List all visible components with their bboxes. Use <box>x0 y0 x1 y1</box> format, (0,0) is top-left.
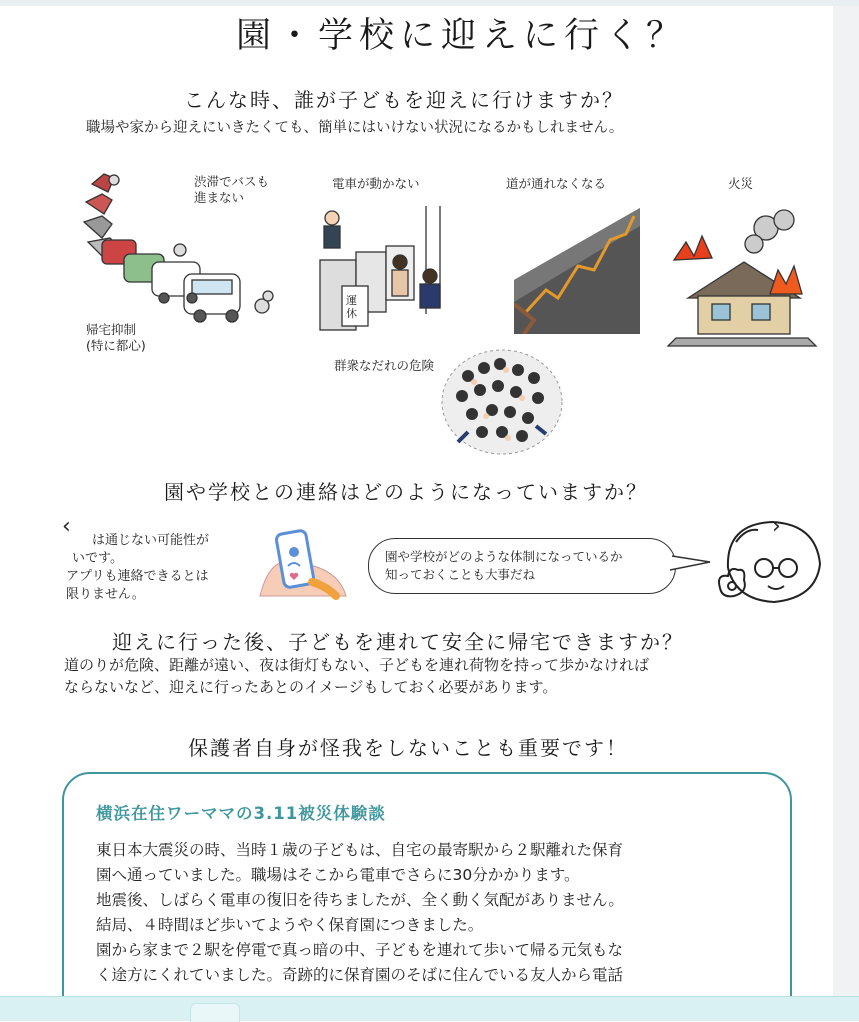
traffic-caption: 渋滞でバスも 進まない <box>194 174 270 205</box>
document-page <box>6 6 832 996</box>
contact-left-text: は通じない可能性が いです。 アプリも連絡できるとは 限りません。 <box>66 533 210 602</box>
scrollbar-track[interactable] <box>833 6 859 996</box>
story-title: 横浜在住ワーママの3.11被災体験談 <box>96 804 386 823</box>
cracked-road-illustration <box>514 208 640 334</box>
train-gate-illustration <box>312 202 464 340</box>
fire-caption: 火災 <box>728 176 754 191</box>
page-title: 園・学校に迎えに行く？ <box>236 16 688 56</box>
section4-heading: 保護者自身が怪我をしないことも重要です！ <box>188 732 628 761</box>
phone-in-hands-illustration <box>254 526 350 602</box>
train-caption: 電車が動かない <box>332 176 420 191</box>
house-fire-illustration <box>666 208 818 348</box>
speech-bubble: 園や学校がどのような体制になっているか 知っておくことも大事だね <box>368 538 676 594</box>
advisor-character-illustration <box>712 514 828 614</box>
carousel-prev-button[interactable]: ‹ <box>62 514 71 539</box>
speech-bubble-tail <box>666 552 714 576</box>
section2-heading: 園や学校との連絡はどのようになっていますか？ <box>164 476 648 505</box>
section3-paragraph: 道のりが危険、距離が遠い、夜は街灯もない、子どもを連れ荷物を持って歩かなければ ならないなど、迎えに行ったあとのイメージもしておく必要があります。 <box>64 656 650 696</box>
carousel-next-button[interactable]: › <box>772 514 781 539</box>
section3-heading: 迎えに行った後、子どもを連れて安全に帰宅できますか？ <box>112 626 684 655</box>
bottom-toolbar <box>0 996 859 1021</box>
crowd-caption: 群衆なだれの危険 <box>334 358 435 373</box>
traffic-note: 帰宅抑制 (特に都心) <box>86 322 146 353</box>
experience-story-box <box>62 772 792 996</box>
section1-subtitle: 職場や家から迎えにいきたくても、簡単にはいけない状況になるかもしれません。 <box>86 120 624 136</box>
story-body: 東日本大震災の時、当時１歳の子どもは、自宅の最寄駅から２駅離れた保育 園へ通っていました。職場はそこから電車でさらに30分かかります。 地震後、しばらく電車の復旧を待ちましたが、全く動く気配がありません。 結局、４時間ほど歩いてようやく保育園につきました。 園から家まで２駅を停電で真っ暗の中、子どもを連れて歩いて帰る元気もな く途方にくれていました。奇跡的に保育園のそばに住んでいる友人から電話 <box>96 841 624 984</box>
traffic-jam-illustration <box>72 166 278 338</box>
road-caption: 道が通れなくなる <box>506 176 607 191</box>
crowd-crush-illustration <box>438 346 566 458</box>
section1-heading: こんな時、誰が子どもを迎えに行けますか？ <box>184 84 624 113</box>
suspension-sign: 運休 <box>346 294 357 320</box>
toolbar-tab[interactable] <box>190 1003 240 1022</box>
